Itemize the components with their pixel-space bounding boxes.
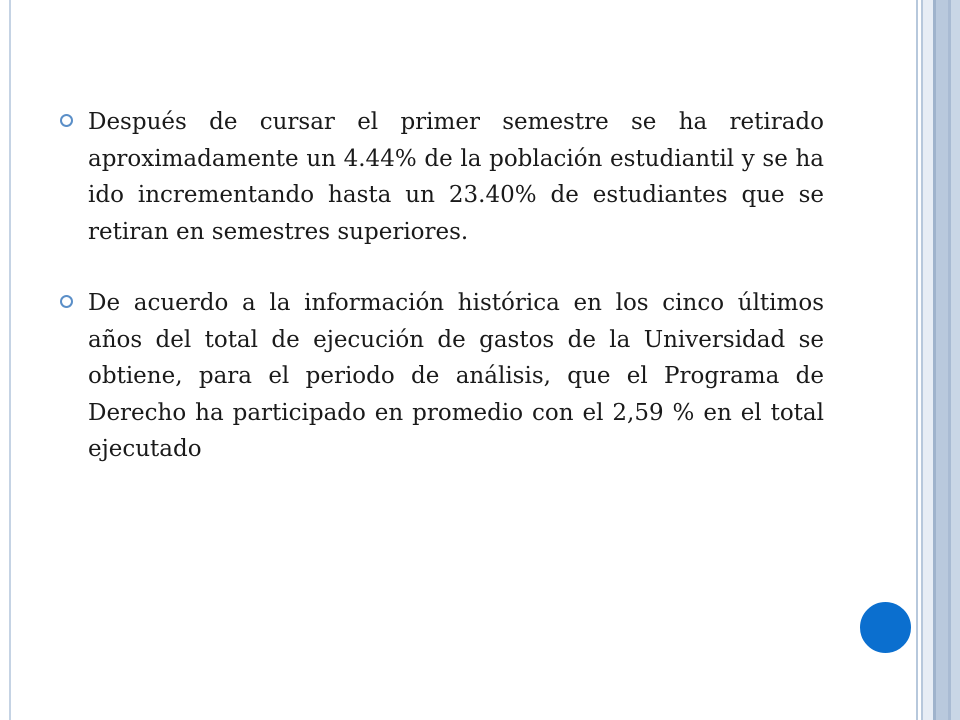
decorative-blue-circle (857, 599, 914, 656)
bullet-list (60, 104, 824, 503)
bullet-text: Después de cursar el primer semestre se ha retirado aproximadamente un 4.44% de la población estudiantil y se ha ido incrementando hasta un 23.40% de estudiantes que se retiran en semestres superiores. (88, 109, 824, 245)
bullet-item-dropout (60, 104, 824, 250)
bullet-circle-icon (60, 295, 73, 308)
bullet-circle-icon (60, 114, 73, 127)
right-decorative-stripes (916, 0, 960, 720)
bullet-item-expenditure (60, 285, 824, 468)
bullet-text: De acuerdo a la información histórica en los cinco últimos años del total de ejecución de gastos de la Universidad se obtiene, para el periodo de análisis, que el Programa de Derecho ha participado en promedio con el 2,59 % en el total ejecutado (88, 290, 824, 462)
left-border-line (9, 0, 11, 720)
